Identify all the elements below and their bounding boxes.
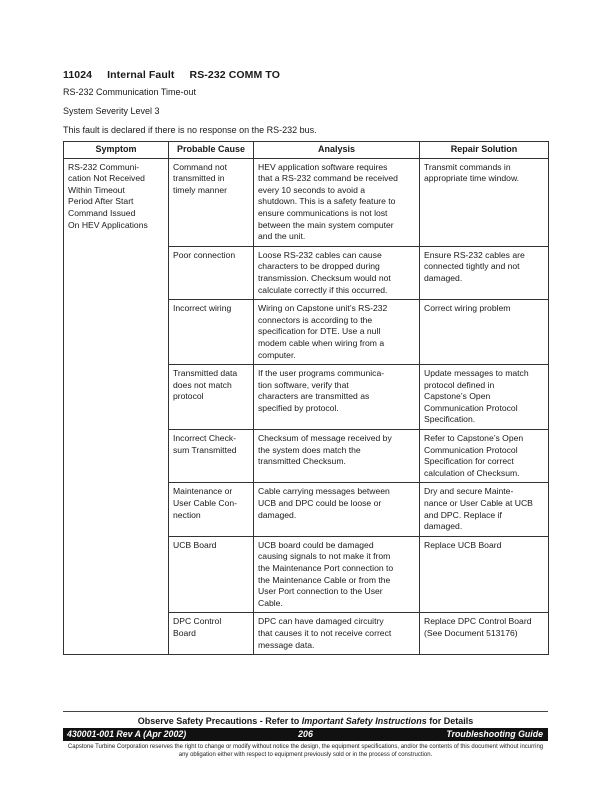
repair-solution-cell: Refer to Capstone’s Open Communication Protocol Specification for correct calculation of Checksum. <box>420 430 549 483</box>
safety-notice <box>63 716 548 726</box>
probable-cause-cell: Transmitted data does not match protocol <box>169 365 254 430</box>
table-row <box>64 158 549 246</box>
fault-description: RS-232 Communication Time-out <box>63 87 197 97</box>
repair-solution-cell: Replace UCB Board <box>420 536 549 613</box>
analysis-cell: If the user programs communica- tion software, verify that characters are transmitted as specified by protocol. <box>254 365 420 430</box>
analysis-cell: HEV application software requires that a RS-232 command be received every 10 seconds to avoid a shutdown. This is a safety feature to ensure communications is not lost between the main system computer and the unit. <box>254 158 420 246</box>
analysis-cell: Wiring on Capstone unit’s RS-232 connectors is according to the specification for DTE. Use a null modem cable when wiring from a computer. <box>254 300 420 365</box>
repair-solution-cell: Dry and secure Mainte- nance or User Cable at UCB and DPC. Replace if damaged. <box>420 483 549 536</box>
repair-solution-cell: Replace DPC Control Board (See Document 513176) <box>420 613 549 655</box>
repair-solution-cell: Correct wiring problem <box>420 300 549 365</box>
probable-cause-cell: Poor connection <box>169 246 254 299</box>
header-symptom: Symptom <box>64 142 169 159</box>
probable-cause-cell: Incorrect Check- sum Transmitted <box>169 430 254 483</box>
troubleshooting-table <box>63 141 549 655</box>
footer-divider <box>63 711 548 712</box>
analysis-cell: Checksum of message received by the system does match the transmitted Checksum. <box>254 430 420 483</box>
header-analysis: Analysis <box>254 142 420 159</box>
repair-solution-cell: Ensure RS-232 cables are connected tightly and not damaged. <box>420 246 549 299</box>
fault-code: 11024 <box>63 69 93 81</box>
analysis-cell: DPC can have damaged circuitry that causes it to not receive correct message data. <box>254 613 420 655</box>
analysis-cell: UCB board could be damaged causing signals to not make it from the Maintenance Port connection to the Maintenance Cable or from the User Port connection to the User Cable. <box>254 536 420 613</box>
legal-notice: Capstone Turbine Corporation reserves the right to change or modify without notice the design, the equipment specifications, and/or the contents of this document without incurring any obligation either with respect to equipment previously sold or in the process of construction. <box>67 744 544 758</box>
table-header-row <box>64 142 549 159</box>
safety-prefix: Observe Safety Precautions - Refer to <box>137 716 302 726</box>
probable-cause-cell: Command not transmitted in timely manner <box>169 158 254 246</box>
safety-suffix: for Details <box>426 716 474 726</box>
probable-cause-cell: DPC Control Board <box>169 613 254 655</box>
analysis-cell: Cable carrying messages between UCB and DPC could be loose or damaged. <box>254 483 420 536</box>
safety-link-text: Important Safety Instructions <box>301 716 427 726</box>
repair-solution-cell: Transmit commands in appropriate time window. <box>420 158 549 246</box>
fault-type: Internal Fault <box>107 69 175 81</box>
probable-cause-cell: UCB Board <box>169 536 254 613</box>
fault-name: RS-232 COMM TO <box>189 69 280 81</box>
probable-cause-cell: Incorrect wiring <box>169 300 254 365</box>
probable-cause-cell: Maintenance or User Cable Con- nection <box>169 483 254 536</box>
fault-heading <box>63 69 292 81</box>
document-number: 430001-001 Rev A (Apr 2002) <box>67 729 187 739</box>
guide-title: Troubleshooting Guide <box>446 729 543 739</box>
header-probable-cause: Probable Cause <box>169 142 254 159</box>
footer-bar <box>63 728 548 741</box>
repair-solution-cell: Update messages to match protocol defined in Capstone’s Open Communication Protocol Specification. <box>420 365 549 430</box>
severity-level: System Severity Level 3 <box>63 106 160 116</box>
declaration-text: This fault is declared if there is no response on the RS-232 bus. <box>63 125 317 135</box>
page-number: 206 <box>298 729 313 739</box>
header-repair-solution: Repair Solution <box>420 142 549 159</box>
analysis-cell: Loose RS-232 cables can cause characters to be dropped during transmission. Checksum would not calculate correctly if this occurred. <box>254 246 420 299</box>
symptom-cell: RS-232 Communi- cation Not Received Within Timeout Period After Start Command Issued On HEV Applications <box>64 158 169 655</box>
